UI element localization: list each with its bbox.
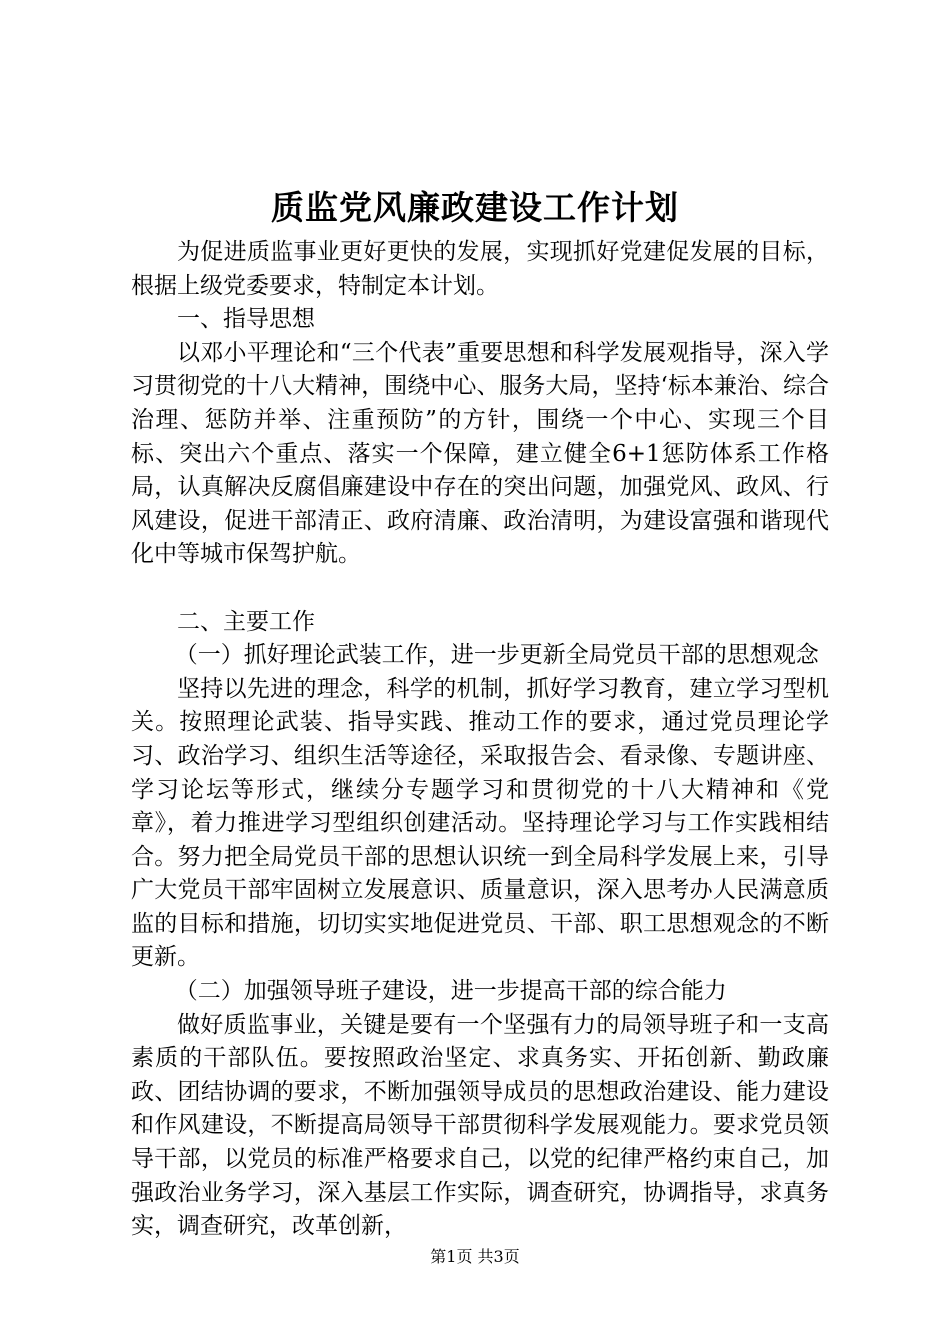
section-heading-main-work: 二、主要工作 bbox=[177, 608, 315, 635]
document-title: 质监党风廉政建设工作计划 bbox=[271, 188, 679, 227]
intro-paragraph: 为促进质监事业更好更快的发展，实现抓好党建促发展的目标，根据上级党委要求，特制定本计划。 bbox=[131, 239, 829, 299]
document-body bbox=[131, 236, 829, 1244]
page-footer: 第1页 共3页 bbox=[430, 1247, 520, 1266]
guiding-ideology-paragraph: 以邓小平理论和“三个代表”重要思想和科学发展观指导，深入学习贯彻党的十八大精神，围绕中心、服务大局，坚持‘标本兼治、综合治理、惩防并举、注重预防”的方针，围绕一个中心、实现三个目标、突出六个重点、落实一个保障，建立健全6+1惩防体系工作格局，认真解决反腐倡廉建设中存在的突出问题，加强党风、政风、行风建设，促进干部清正、政府清廉、政治清明，为建设富强和谐现代化中等城市保驾护航。 bbox=[131, 339, 829, 568]
leadership-paragraph: 做好质监事业，关键是要有一个坚强有力的局领导班子和一支高素质的干部队伍。要按照政治坚定、求真务实、开拓创新、勤政廉政、团结协调的要求，不断加强领导成员的思想政治建设、能力建设和作风建设，不断提高局领导干部贯彻科学发展观能力。要求党员领导干部，以党员的标准严格要求自己，以党的纪律严格约束自己，加强政治业务学习，深入基层工作实际，调查研究，协调指导，求真务实，调查研究，改革创新， bbox=[131, 1011, 829, 1240]
theory-paragraph: 坚持以先进的理念，科学的机制，抓好学习教育，建立学习型机关。按照理论武装、指导实践、推动工作的要求，通过党员理论学习、政治学习、组织生活等途径，采取报告会、看录像、专题讲座、学习论坛等形式，继续分专题学习和贯彻党的十八大精神和《党章》，着力推进学习型组织创建活动。坚持理论学习与工作实践相结合。努力把全局党员干部的思想认识统一到全局科学发展上来，引导广大党员干部牢固树立发展意识、质量意识，深入思考办人民满意质监的目标和措施，切切实实地促进党员、干部、职工思想观念的不断更新。 bbox=[131, 675, 829, 971]
subsection-heading-leadership: （二）加强领导班子建设，进一步提高干部的综合能力 bbox=[174, 978, 727, 1005]
subsection-heading-theory: （一）抓好理论武装工作，进一步更新全局党员干部的思想观念 bbox=[174, 642, 819, 669]
section-heading-guiding-ideology: 一、指导思想 bbox=[177, 306, 315, 333]
blank-line bbox=[131, 572, 829, 606]
